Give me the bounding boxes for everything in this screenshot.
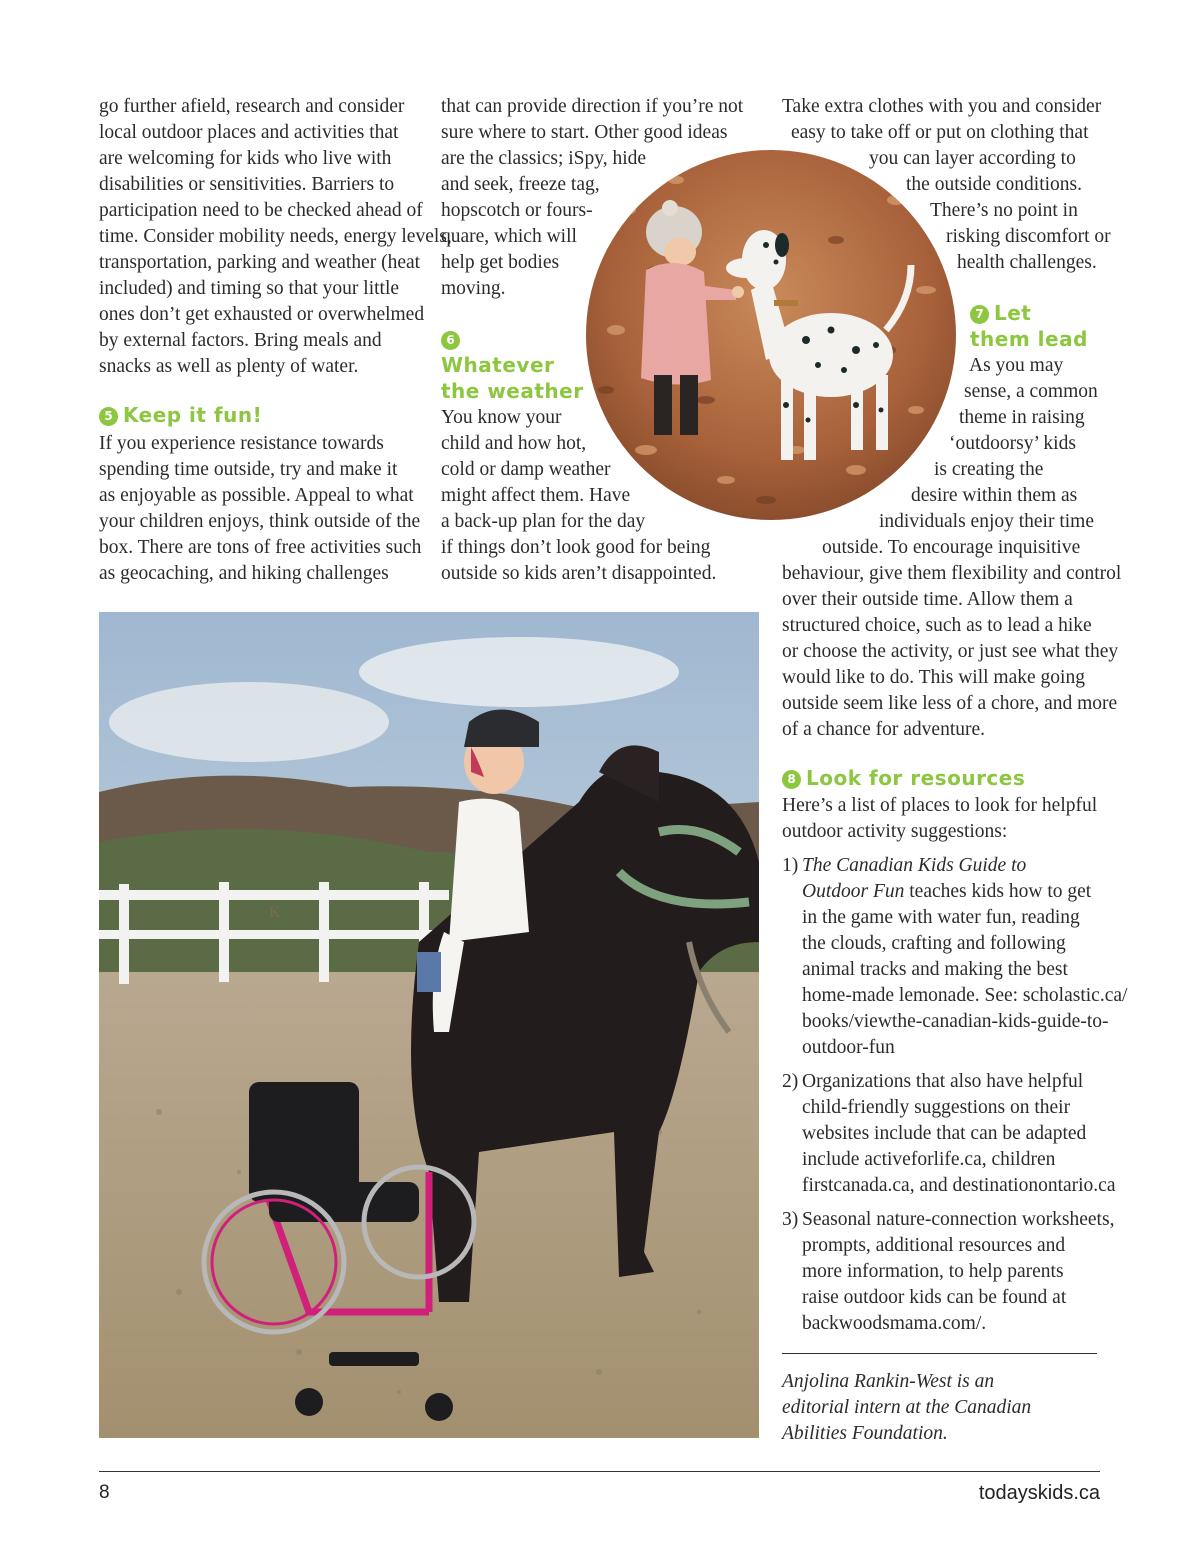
section-heading-keep-it-fun xyxy=(99,402,262,428)
paragraph-line: individuals enjoy their time xyxy=(879,511,1095,532)
paragraph-line: outside seem like less of a chore, and more xyxy=(782,693,1118,714)
fence-letter: K xyxy=(269,904,281,921)
footer-divider xyxy=(99,1471,1100,1472)
paragraph-line: the clouds, crafting and following xyxy=(802,933,1066,954)
paragraph-line: outside so kids aren’t disappointed. xyxy=(441,563,717,584)
paragraph-line: health challenges. xyxy=(957,252,1097,273)
paragraph-line: as enjoyable as possible. Appeal to what xyxy=(99,485,414,506)
paragraph-line: your children enjoys, think outside of the xyxy=(99,511,421,532)
paragraph-line: outside. To encourage inquisitive xyxy=(822,537,1081,558)
paragraph-line: cold or damp weather xyxy=(441,459,611,480)
bio-divider xyxy=(782,1353,1097,1354)
paragraph-line: spending time outside, try and make it xyxy=(99,459,398,480)
list-number: 3) xyxy=(782,1209,799,1230)
paragraph-line: local outdoor places and activities that xyxy=(99,122,399,143)
paragraph-line: Here’s a list of places to look for helpful xyxy=(782,795,1098,816)
section-heading-whatever-the-weather xyxy=(441,326,465,352)
paragraph-line: are welcoming for kids who live with xyxy=(99,148,392,169)
section-heading-let-them-lead xyxy=(970,300,1031,326)
paragraph-line: included) and timing so that your little xyxy=(99,278,400,299)
paragraph-line: child and how hot, xyxy=(441,433,587,454)
paragraph-line: There’s no point in xyxy=(930,200,1078,221)
paragraph-line: or choose the activity, or just see what they xyxy=(782,641,1119,662)
paragraph-line: animal tracks and making the best xyxy=(802,959,1068,980)
paragraph-line xyxy=(802,879,1091,905)
section-number-badge: 5 xyxy=(99,407,118,426)
paragraph-line: If you experience resistance towards xyxy=(99,433,384,454)
paragraph-line: prompts, additional resources and xyxy=(802,1235,1066,1256)
paragraph-line: disabilities or sensitivities. Barriers to xyxy=(99,174,395,195)
paragraph-line: sure where to start. Other good ideas xyxy=(441,122,728,143)
paragraph-line: quare, which will xyxy=(441,226,577,247)
site-url: todayskids.ca xyxy=(978,1482,1100,1504)
paragraph-line: desire within them as xyxy=(911,485,1078,506)
paragraph-line: include activeforlife.ca, children xyxy=(802,1149,1056,1170)
paragraph-line: As you may xyxy=(969,355,1064,376)
paragraph-line: might affect them. Have xyxy=(441,485,631,506)
author-bio-line: Abilities Foundation. xyxy=(782,1423,948,1444)
paragraph-line: hopscotch or fours- xyxy=(441,200,593,221)
paragraph-line: Organizations that also have helpful xyxy=(802,1071,1084,1092)
pony-wheelchair-photo xyxy=(99,612,759,1438)
paragraph-line: firstcanada.ca, and destinationontario.ca xyxy=(802,1175,1116,1196)
paragraph-line: in the game with water fun, reading xyxy=(802,907,1080,928)
section-heading-text: Let xyxy=(994,301,1032,325)
paragraph-text: teaches kids how to get xyxy=(904,881,1092,902)
paragraph-line: over their outside time. Allow them a xyxy=(782,589,1073,610)
paragraph-line: structured choice, such as to lead a hike xyxy=(782,615,1092,636)
paragraph-line: more information, to help parents xyxy=(802,1261,1064,1282)
paragraph-line: a back-up plan for the day xyxy=(441,511,646,532)
section-number-badge: 8 xyxy=(782,770,801,789)
paragraph-line: would like to do. This will make going xyxy=(782,667,1085,688)
paragraph-line: ‘outdoorsy’ kids xyxy=(949,433,1076,454)
page-number: 8 xyxy=(99,1482,110,1503)
book-title: Outdoor Fun xyxy=(802,881,905,902)
paragraph-line: box. There are tons of free activities such xyxy=(99,537,422,558)
paragraph-line: websites include that can be adapted xyxy=(802,1123,1087,1144)
section-heading-text: them lead xyxy=(970,327,1088,351)
paragraph-line: sense, a common xyxy=(964,381,1098,402)
author-bio-line: editorial intern at the Canadian xyxy=(782,1397,1032,1418)
paragraph-line: time. Consider mobility needs, energy levels, xyxy=(99,226,452,247)
section-heading-look-for-resources xyxy=(782,765,1025,791)
paragraph-line: you can layer according to xyxy=(869,148,1076,169)
paragraph-line: Seasonal nature-connection worksheets, xyxy=(802,1209,1115,1230)
list-number: 1) xyxy=(782,855,799,876)
paragraph-line: participation need to be checked ahead of xyxy=(99,200,423,221)
paragraph-line: behaviour, give them flexibility and control xyxy=(782,563,1122,584)
paragraph-line: as geocaching, and hiking challenges xyxy=(99,563,389,584)
paragraph-line: books/viewthe-canadian-kids-guide-to- xyxy=(802,1011,1109,1032)
paragraph-line: and seek, freeze tag, xyxy=(441,174,600,195)
paragraph-line: theme in raising xyxy=(959,407,1085,428)
paragraph-line: if things don’t look good for being xyxy=(441,537,711,558)
list-number: 2) xyxy=(782,1071,799,1092)
paragraph-line: moving. xyxy=(441,278,506,299)
paragraph-line: outdoor activity suggestions: xyxy=(782,821,1008,842)
paragraph-line: outdoor-fun xyxy=(802,1037,895,1058)
section-number-badge: 6 xyxy=(441,331,460,350)
paragraph-line: that can provide direction if you’re not xyxy=(441,96,744,117)
paragraph-line: snacks as well as plenty of water. xyxy=(99,356,359,377)
paragraph-line: raise outdoor kids can be found at xyxy=(802,1287,1067,1308)
author-bio-line: Anjolina Rankin-West is an xyxy=(782,1371,995,1392)
paragraph-line: is creating the xyxy=(934,459,1044,480)
paragraph-line: You know your xyxy=(441,407,562,428)
book-title: The Canadian Kids Guide to xyxy=(802,855,1027,876)
paragraph-line: easy to take off or put on clothing that xyxy=(791,122,1089,143)
paragraph-line: child-friendly suggestions on their xyxy=(802,1097,1071,1118)
paragraph-line: go further afield, research and consider xyxy=(99,96,405,117)
paragraph-line: by external factors. Bring meals and xyxy=(99,330,382,351)
paragraph-line: transportation, parking and weather (heat xyxy=(99,252,421,273)
section-number-badge: 7 xyxy=(970,305,989,324)
paragraph-line: home-made lemonade. See: scholastic.ca/ xyxy=(802,985,1128,1006)
section-heading-text: Whatever xyxy=(441,353,555,377)
paragraph-line: are the classics; iSpy, hide xyxy=(441,148,647,169)
paragraph-line: Take extra clothes with you and consider xyxy=(782,96,1102,117)
section-heading-text: Keep it fun! xyxy=(123,403,263,427)
paragraph-line: risking discomfort or xyxy=(946,226,1111,247)
paragraph-line: of a chance for adventure. xyxy=(782,719,986,740)
section-heading-text: the weather xyxy=(441,379,584,403)
section-heading-text: Look for resources xyxy=(806,766,1026,790)
paragraph-line: help get bodies xyxy=(441,252,560,273)
paragraph-line: backwoodsmama.com/. xyxy=(802,1313,987,1334)
paragraph-line: the outside conditions. xyxy=(906,174,1083,195)
paragraph-line: ones don’t get exhausted or overwhelmed xyxy=(99,304,425,325)
toddler-dalmatian-photo xyxy=(586,150,956,520)
